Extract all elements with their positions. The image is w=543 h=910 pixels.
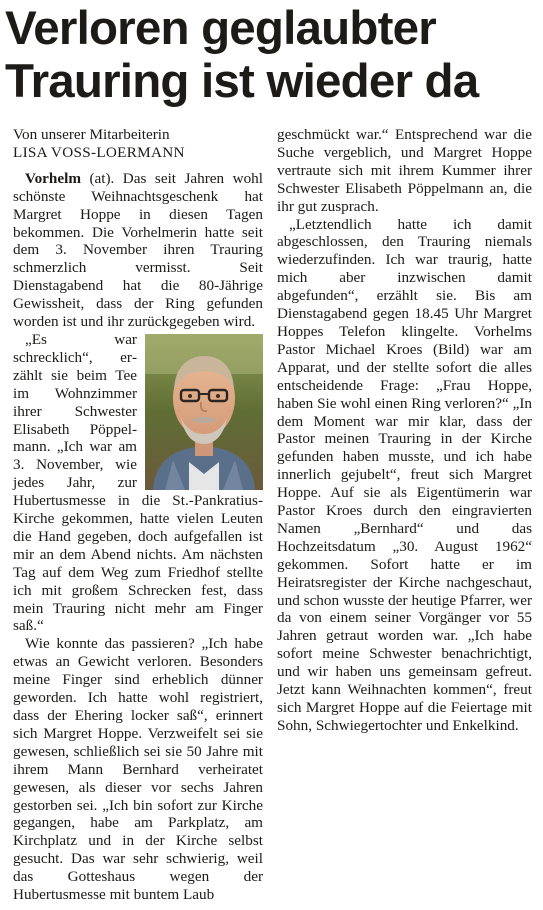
portrait-photo [145,334,263,490]
paragraph-1 [13,170,263,331]
article-column-right [277,126,532,735]
paragraph-1-text: (at). Das seit Jahren wohl schönste Weihnachtsgeschenk hat Margret Hoppe in diesen Tagen bekommen. Die Vorhelmerin hatte seit dem 3. November ihren Trauring schmerzlich vermisst. Seit Dienstagabend hat die 80-Jährige Gewissheit, dass der Ring gefunden worden ist und ihr zurückgegeben wird. [13,169,263,331]
paragraph-2 [13,331,263,635]
headline [5,2,540,108]
paragraph-2-text: „Es war schrecklich“, erzählt sie beim Tee im Wohnzimmer ihrer Schwester Elisabeth Pöppelmann. „Ich war am 3. November, wie jedes Jahr, zur Hubertusmesse in die St.-Pankratius-Kirche gekommen, hatte vielen Leuten die Hand gegeben, doch aufgefallen ist mir an dem Abend nichts. Am nächsten Tag auf dem Weg zum Friedhof stellte ich mit großem Schrecken fest, dass mein Trauring nicht mehr am Finger saß.“ [13,330,263,635]
byline-author: LISA VOSS-LOERMANN [13,143,185,161]
article-column-left [13,126,263,904]
portrait-image [145,334,263,490]
headline-line-2: Trauring ist wieder da [5,55,479,108]
paragraph-4: „Letztendlich hatte ich damit abgeschlossen, den Trauring niemals wiederzufinden. Ich war traurig, hatte mich aber inzwischen damit abgefunden“, erzählt sie. Bis am Dienstagabend gegen 18.45 Uhr Margret Hoppes Telefon klingelte. Vorhelms Pastor Michael Kroes (Bild) war am Apparat, und der stellte sofort die alles entscheidende Frage: „Frau Hoppe, haben Sie wohl einen Ring verloren?“ „In dem Moment war mir klar, dass der Pastor meinen Trauring in der Kirche gefunden haben musste, und ich habe innerlich gejubelt“, freut sich Margret Hoppe. Auf sie als Eigentümerin war Pastor Kroes durch den eingravierten Namen „Bernhard“ und das Hochzeitsdatum „30. August 1962“ gekommen. Sofort hatte er im Heiratsregister der Kirche nachgeschaut, und schon wusste der heutige Pfarrer, wer da von einem seiner Vorgänger vor 55 Jahren getraut worden war. „Ich habe sofort meine Schwester benachrichtigt, und wir haben uns gemeinsam gefreut. Jetzt kann Weihnachten kommen“, freut sich Margret Hoppe auf die Feiertage mit Sohn, Schwiegertochter und Enkelkind. [277,215,532,734]
headline-line-1: Verloren geglaubter [5,2,436,55]
paragraph-3: Wie konnte das passieren? „Ich habe etwas an Gewicht verloren. Besonders meine Finger sind erheblich dünner geworden. Ich hatte wohl registriert, dass der Ehering locker saß“, erinnert sich Margret Hoppe. Verzweifelt sei sie gewesen, schließlich sei sie 50 Jahre mit ihrem Mann Bernhard verheiratet gewesen, als dieser vor sechs Jahren gestorben sei. „Ich bin sofort zur Kirche gegangen, habe am Parkplatz, am Kirchplatz und in der Kirche selbst gesucht. Das war sehr schwierig, weil das Gotteshaus wegen der Hubertusmesse mit buntem Laub [13,635,263,904]
byline-prefix: Von unserer Mitarbeiterin [13,126,170,143]
dateline: Vorhelm [25,169,81,187]
paragraph-3-continued: geschmückt war.“ Entsprechend war die Suche vergeblich, und Margret Hoppe vertraute sich mit ihrem Kummer ihrer Schwester Elisabeth Pöppelmann an, die ihr gut zusprach. [277,126,532,215]
